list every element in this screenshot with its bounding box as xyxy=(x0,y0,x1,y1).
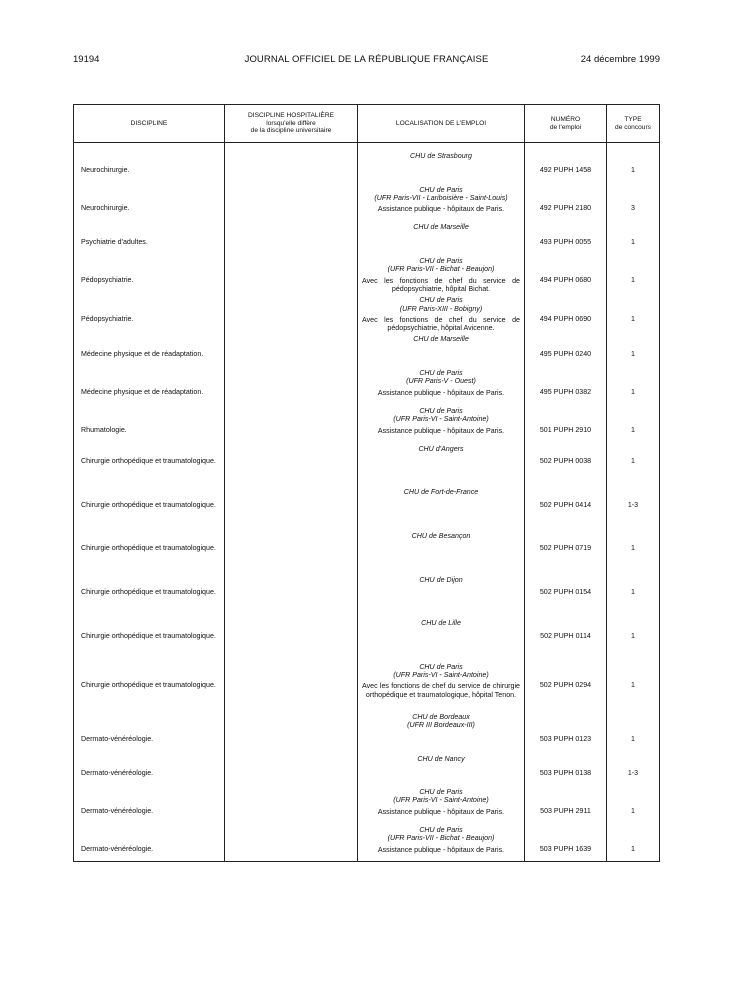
chu-heading-row xyxy=(74,254,660,275)
ufr-name: (UFR Paris-VII - Lariboisière - Saint-Louis) xyxy=(374,193,508,202)
discipline-label: Chirurgie orthopédique et traumatologique. xyxy=(81,631,216,640)
post-number: 502 PUPH 0038 xyxy=(525,453,607,485)
ufr-name: (UFR Paris-V - Ouest) xyxy=(406,377,476,386)
ufr-name: (UFR Paris-XIII - Bobigny) xyxy=(399,304,483,313)
ufr-name: (UFR Paris-VI - Saint-Antoine) xyxy=(393,415,489,424)
post-description: Assistance publique - hôpitaux de Paris. xyxy=(377,845,505,854)
hospital-discipline-cell xyxy=(225,540,358,572)
discipline-label: Dermato-vénéréologie. xyxy=(81,844,154,853)
competition-type: 1 xyxy=(607,275,660,294)
post-number: 502 PUPH 0719 xyxy=(525,540,607,572)
chu-name: CHU d'Angers xyxy=(418,444,464,453)
hospital-discipline-cell xyxy=(225,160,358,182)
table-row xyxy=(74,232,660,254)
hospital-discipline-cell xyxy=(225,497,358,529)
chu-name: CHU de Paris xyxy=(419,185,463,194)
table-row xyxy=(74,453,660,485)
post-number: 495 PUPH 0240 xyxy=(525,344,607,366)
chu-heading-row xyxy=(74,332,660,343)
chu-heading-row xyxy=(74,573,660,584)
discipline-label: Chirurgie orthopédique et traumatologique. xyxy=(81,500,216,509)
chu-name: CHU de Paris xyxy=(419,406,463,415)
chu-heading-row xyxy=(74,442,660,453)
post-number: 492 PUPH 1458 xyxy=(525,160,607,182)
hospital-discipline-cell xyxy=(225,763,358,785)
post-number: 502 PUPH 0114 xyxy=(525,628,607,660)
competition-type: 1-3 xyxy=(607,497,660,529)
competition-type: 3 xyxy=(607,203,660,220)
table-row xyxy=(74,763,660,785)
page-header xyxy=(73,54,660,68)
chu-name: CHU de Marseille xyxy=(413,335,469,344)
post-number: 502 PUPH 0414 xyxy=(525,497,607,529)
competition-type: 1 xyxy=(607,729,660,751)
discipline-label: Psychiatrie d'adultes. xyxy=(81,237,148,246)
post-number: 501 PUPH 2910 xyxy=(525,425,607,442)
post-description: Avec les fonctions de chef du service de pédopsychiatrie, hôpital Bichat. xyxy=(362,276,520,293)
competition-type: 1 xyxy=(607,806,660,823)
appointments-table xyxy=(73,104,660,862)
hospital-discipline-cell xyxy=(225,344,358,366)
ufr-name: (UFR Paris-VII - Bichat - Beaujon) xyxy=(387,265,495,274)
chu-name: CHU de Besançon xyxy=(411,532,471,541)
hospital-discipline-cell xyxy=(225,425,358,442)
table-row xyxy=(74,160,660,182)
chu-name: CHU de Paris xyxy=(419,662,463,671)
chu-heading-row xyxy=(74,149,660,160)
chu-heading-row xyxy=(74,529,660,540)
ufr-name: (UFR Paris-VI - Saint-Antoine) xyxy=(393,796,489,805)
post-number: 494 PUPH 0690 xyxy=(525,314,607,333)
table-row xyxy=(74,497,660,529)
discipline-label: Chirurgie orthopédique et traumatologique. xyxy=(81,544,216,553)
hospital-discipline-cell xyxy=(225,844,358,861)
column-header-localisation: LOCALISATION DE L'EMPLOI xyxy=(358,105,525,143)
table-row xyxy=(74,680,660,709)
table-body xyxy=(74,143,660,862)
discipline-label: Médecine physique et de réadaptation. xyxy=(81,349,204,358)
page-number: 19194 xyxy=(73,54,100,65)
hospital-discipline-cell xyxy=(225,453,358,485)
column-header-numero: NUMÉRO de l'emploi xyxy=(525,105,607,143)
hospital-discipline-cell xyxy=(225,628,358,660)
discipline-label: Médecine physique et de réadaptation. xyxy=(81,387,204,396)
chu-heading-row xyxy=(74,785,660,806)
chu-heading-row xyxy=(74,823,660,844)
chu-heading-row xyxy=(74,752,660,763)
post-number: 502 PUPH 0294 xyxy=(525,680,607,709)
discipline-label: Rhumatologie. xyxy=(81,425,127,434)
chu-name: CHU de Strasbourg xyxy=(410,152,472,160)
competition-type: 1 xyxy=(607,425,660,442)
discipline-label: Chirurgie orthopédique et traumatologique. xyxy=(81,681,216,690)
competition-type: 1 xyxy=(607,628,660,660)
chu-heading-row xyxy=(74,293,660,314)
chu-name: CHU de Nancy xyxy=(417,754,465,763)
column-header-hospital-discipline: DISCIPLINE HOSPITALIÈRE lorsqu'elle diffère de la discipline universitaire xyxy=(225,105,358,143)
post-number: 494 PUPH 0680 xyxy=(525,275,607,294)
column-header-discipline: DISCIPLINE xyxy=(74,105,225,143)
chu-name: CHU de Paris xyxy=(419,788,463,797)
chu-heading-row xyxy=(74,183,660,204)
discipline-label: Chirurgie orthopédique et traumatologique. xyxy=(81,457,216,466)
competition-type: 1 xyxy=(607,387,660,404)
post-description: Assistance publique - hôpitaux de Paris. xyxy=(377,388,505,397)
discipline-label: Chirurgie orthopédique et traumatologique. xyxy=(81,587,216,596)
competition-type: 1 xyxy=(607,844,660,861)
post-description: Avec les fonctions de chef du service de pédopsychiatrie, hôpital Avicenne. xyxy=(362,315,520,333)
discipline-label: Dermato-vénéréologie. xyxy=(81,806,154,815)
discipline-label: Neurochirurgie. xyxy=(81,166,130,175)
chu-name: CHU de Bordeaux xyxy=(412,712,470,721)
competition-type: 1-3 xyxy=(607,763,660,785)
hospital-discipline-cell xyxy=(225,203,358,220)
table-row xyxy=(74,344,660,366)
chu-name: CHU de Fort-de-France xyxy=(403,488,479,497)
hospital-discipline-cell xyxy=(225,680,358,709)
hospital-discipline-cell xyxy=(225,806,358,823)
hospital-discipline-cell xyxy=(225,387,358,404)
hospital-discipline-cell xyxy=(225,729,358,751)
chu-name: CHU de Dijon xyxy=(419,575,463,584)
hospital-discipline-cell xyxy=(225,275,358,294)
competition-type: 1 xyxy=(607,232,660,254)
post-description: Assistance publique - hôpitaux de Paris. xyxy=(377,426,505,435)
column-header-type: TYPE de concours xyxy=(607,105,660,143)
competition-type: 1 xyxy=(607,540,660,572)
competition-type: 1 xyxy=(607,680,660,709)
competition-type: 1 xyxy=(607,314,660,333)
ufr-name: (UFR Paris-VII - Bichat - Beaujon) xyxy=(387,834,495,843)
chu-name: CHU de Paris xyxy=(419,369,463,378)
hospital-discipline-cell xyxy=(225,314,358,333)
table-row xyxy=(74,584,660,616)
discipline-label: Neurochirurgie. xyxy=(81,204,130,213)
post-number: 503 PUPH 2911 xyxy=(525,806,607,823)
post-number: 492 PUPH 2180 xyxy=(525,203,607,220)
post-number: 495 PUPH 0382 xyxy=(525,387,607,404)
chu-name: CHU de Lille xyxy=(421,619,461,628)
table-row xyxy=(74,387,660,404)
competition-type: 1 xyxy=(607,160,660,182)
discipline-label: Pédopsychiatrie. xyxy=(81,314,134,323)
table-end-row xyxy=(74,861,660,862)
chu-name: CHU de Paris xyxy=(419,296,463,305)
table-row xyxy=(74,729,660,751)
post-number: 503 PUPH 0138 xyxy=(525,763,607,785)
journal-title: JOURNAL OFFICIEL DE LA RÉPUBLIQUE FRANÇAISE xyxy=(244,54,489,65)
table-header-row xyxy=(74,105,660,143)
post-number: 503 PUPH 0123 xyxy=(525,729,607,751)
chu-heading-row xyxy=(74,660,660,681)
chu-name: CHU de Paris xyxy=(419,826,463,835)
post-description: Assistance publique - hôpitaux de Paris. xyxy=(377,205,505,214)
chu-name: CHU de Marseille xyxy=(413,223,469,232)
discipline-label: Dermato-vénéréologie. xyxy=(81,768,154,777)
ufr-name: (UFR Paris-VI - Saint-Antoine) xyxy=(393,671,489,680)
chu-heading-row xyxy=(74,220,660,231)
table-row xyxy=(74,628,660,660)
table-row xyxy=(74,203,660,220)
hospital-discipline-cell xyxy=(225,584,358,616)
competition-type: 1 xyxy=(607,453,660,485)
ufr-name: (UFR III Bordeaux-III) xyxy=(407,720,475,729)
chu-heading-row xyxy=(74,710,660,730)
table-row xyxy=(74,275,660,294)
table-row xyxy=(74,806,660,823)
table-row xyxy=(74,844,660,861)
post-description: Assistance publique - hôpitaux de Paris. xyxy=(377,807,505,816)
post-number: 493 PUPH 0055 xyxy=(525,232,607,254)
chu-heading-row xyxy=(74,366,660,387)
chu-name: CHU de Paris xyxy=(419,257,463,266)
hospital-discipline-cell xyxy=(225,232,358,254)
chu-heading-row xyxy=(74,404,660,425)
competition-type: 1 xyxy=(607,344,660,366)
post-description: Avec les fonctions de chef du service de chirurgie orthopédique et traumatologique, hôpital Tenon. xyxy=(362,682,520,699)
publication-date: 24 décembre 1999 xyxy=(580,54,660,65)
post-number: 503 PUPH 1639 xyxy=(525,844,607,861)
competition-type: 1 xyxy=(607,584,660,616)
post-number: 502 PUPH 0154 xyxy=(525,584,607,616)
table-row xyxy=(74,314,660,333)
discipline-label: Dermato-vénéréologie. xyxy=(81,735,154,744)
chu-heading-row xyxy=(74,485,660,496)
chu-heading-row xyxy=(74,616,660,627)
table-row xyxy=(74,540,660,572)
discipline-label: Pédopsychiatrie. xyxy=(81,275,134,284)
table-row xyxy=(74,425,660,442)
